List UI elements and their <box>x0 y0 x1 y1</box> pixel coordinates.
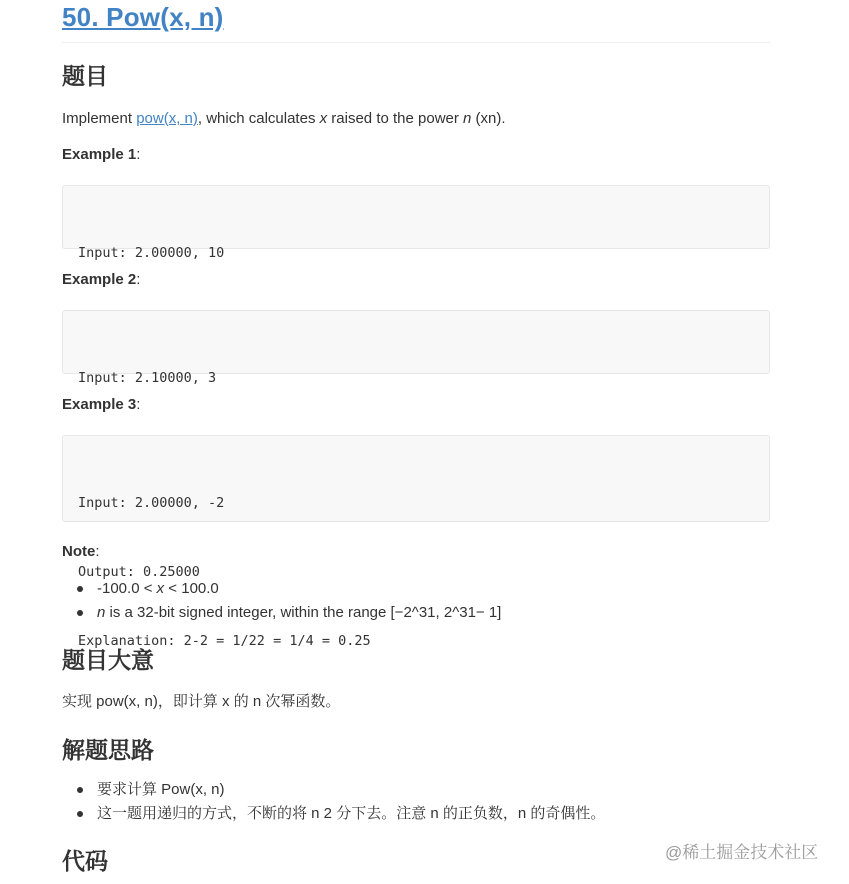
example-1-colon: : <box>136 146 141 163</box>
example-2-title: Example 2 <box>62 271 137 288</box>
note-list <box>62 577 501 625</box>
approach-item-text: 这一题用递归的方式，不断的将 n 2 分下去。注意 n 的正负数，n 的奇偶性。 <box>97 805 606 822</box>
list-item <box>60 778 605 802</box>
pow-link-label[interactable]: pow(x, n) <box>136 110 198 127</box>
list-item <box>60 601 501 625</box>
section-heading-problem: 题目 <box>62 63 108 89</box>
example-2-colon: : <box>136 271 141 288</box>
intro-text-mid: , which calculates <box>197 110 320 127</box>
page-title[interactable]: 50. Pow(x, n) <box>62 2 224 32</box>
example-1-code <box>62 185 770 261</box>
code-line: Input: 2.00000, -2 <box>78 495 225 511</box>
example-2-code <box>62 310 770 386</box>
var-x: x <box>156 580 165 597</box>
bullet-icon <box>77 811 83 817</box>
section-heading-code: 代码 <box>62 848 108 874</box>
bullet-icon <box>77 787 83 793</box>
bullet-icon <box>77 586 83 592</box>
note-item-text: -100.0 < <box>97 580 157 597</box>
summary-paragraph: 实现 pow(x, n)，即计算 x 的 n 次幂函数。 <box>62 693 341 710</box>
example-2-label <box>62 271 140 288</box>
var-n: n <box>97 604 106 621</box>
var-x: x <box>319 110 328 127</box>
example-1-title: Example 1 <box>62 146 137 163</box>
note-label <box>62 543 100 560</box>
example-3-colon: : <box>136 396 141 413</box>
code-line: Output: 0.25000 <box>78 564 200 580</box>
example-3-title: Example 3 <box>62 396 137 413</box>
intro-text-start: Implement <box>62 110 137 127</box>
list-item <box>60 577 501 601</box>
example-3-label <box>62 396 140 413</box>
intro-paragraph <box>62 109 506 129</box>
note-item-text: is a 32-bit signed integer, within the range [−2^31, 2^31− 1] <box>105 604 502 621</box>
pow-link[interactable] <box>136 110 198 127</box>
code-line: Explanation: 2-2 = 1/22 = 1/4 = 0.25 <box>78 633 371 649</box>
title-divider <box>62 42 770 43</box>
section-heading-summary: 题目大意 <box>62 647 154 673</box>
bullet-icon <box>77 610 83 616</box>
approach-list <box>62 778 605 826</box>
intro-text-end: (xn). <box>471 110 506 127</box>
approach-item-text: 要求计算 Pow(x, n) <box>97 781 225 798</box>
var-n: n <box>463 110 472 127</box>
watermark: @稀土掘金技术社区 <box>665 843 819 862</box>
note-title: Note <box>62 543 96 560</box>
code-line: Input: 2.10000, 3 <box>78 370 217 386</box>
list-item <box>60 802 605 826</box>
example-1-label <box>62 146 140 163</box>
code-line: Input: 2.00000, 10 <box>78 245 225 261</box>
intro-text-mid2: raised to the power <box>327 110 464 127</box>
note-colon: : <box>95 543 100 560</box>
section-heading-approach: 解题思路 <box>62 737 154 763</box>
note-item-text: < 100.0 <box>164 580 219 597</box>
